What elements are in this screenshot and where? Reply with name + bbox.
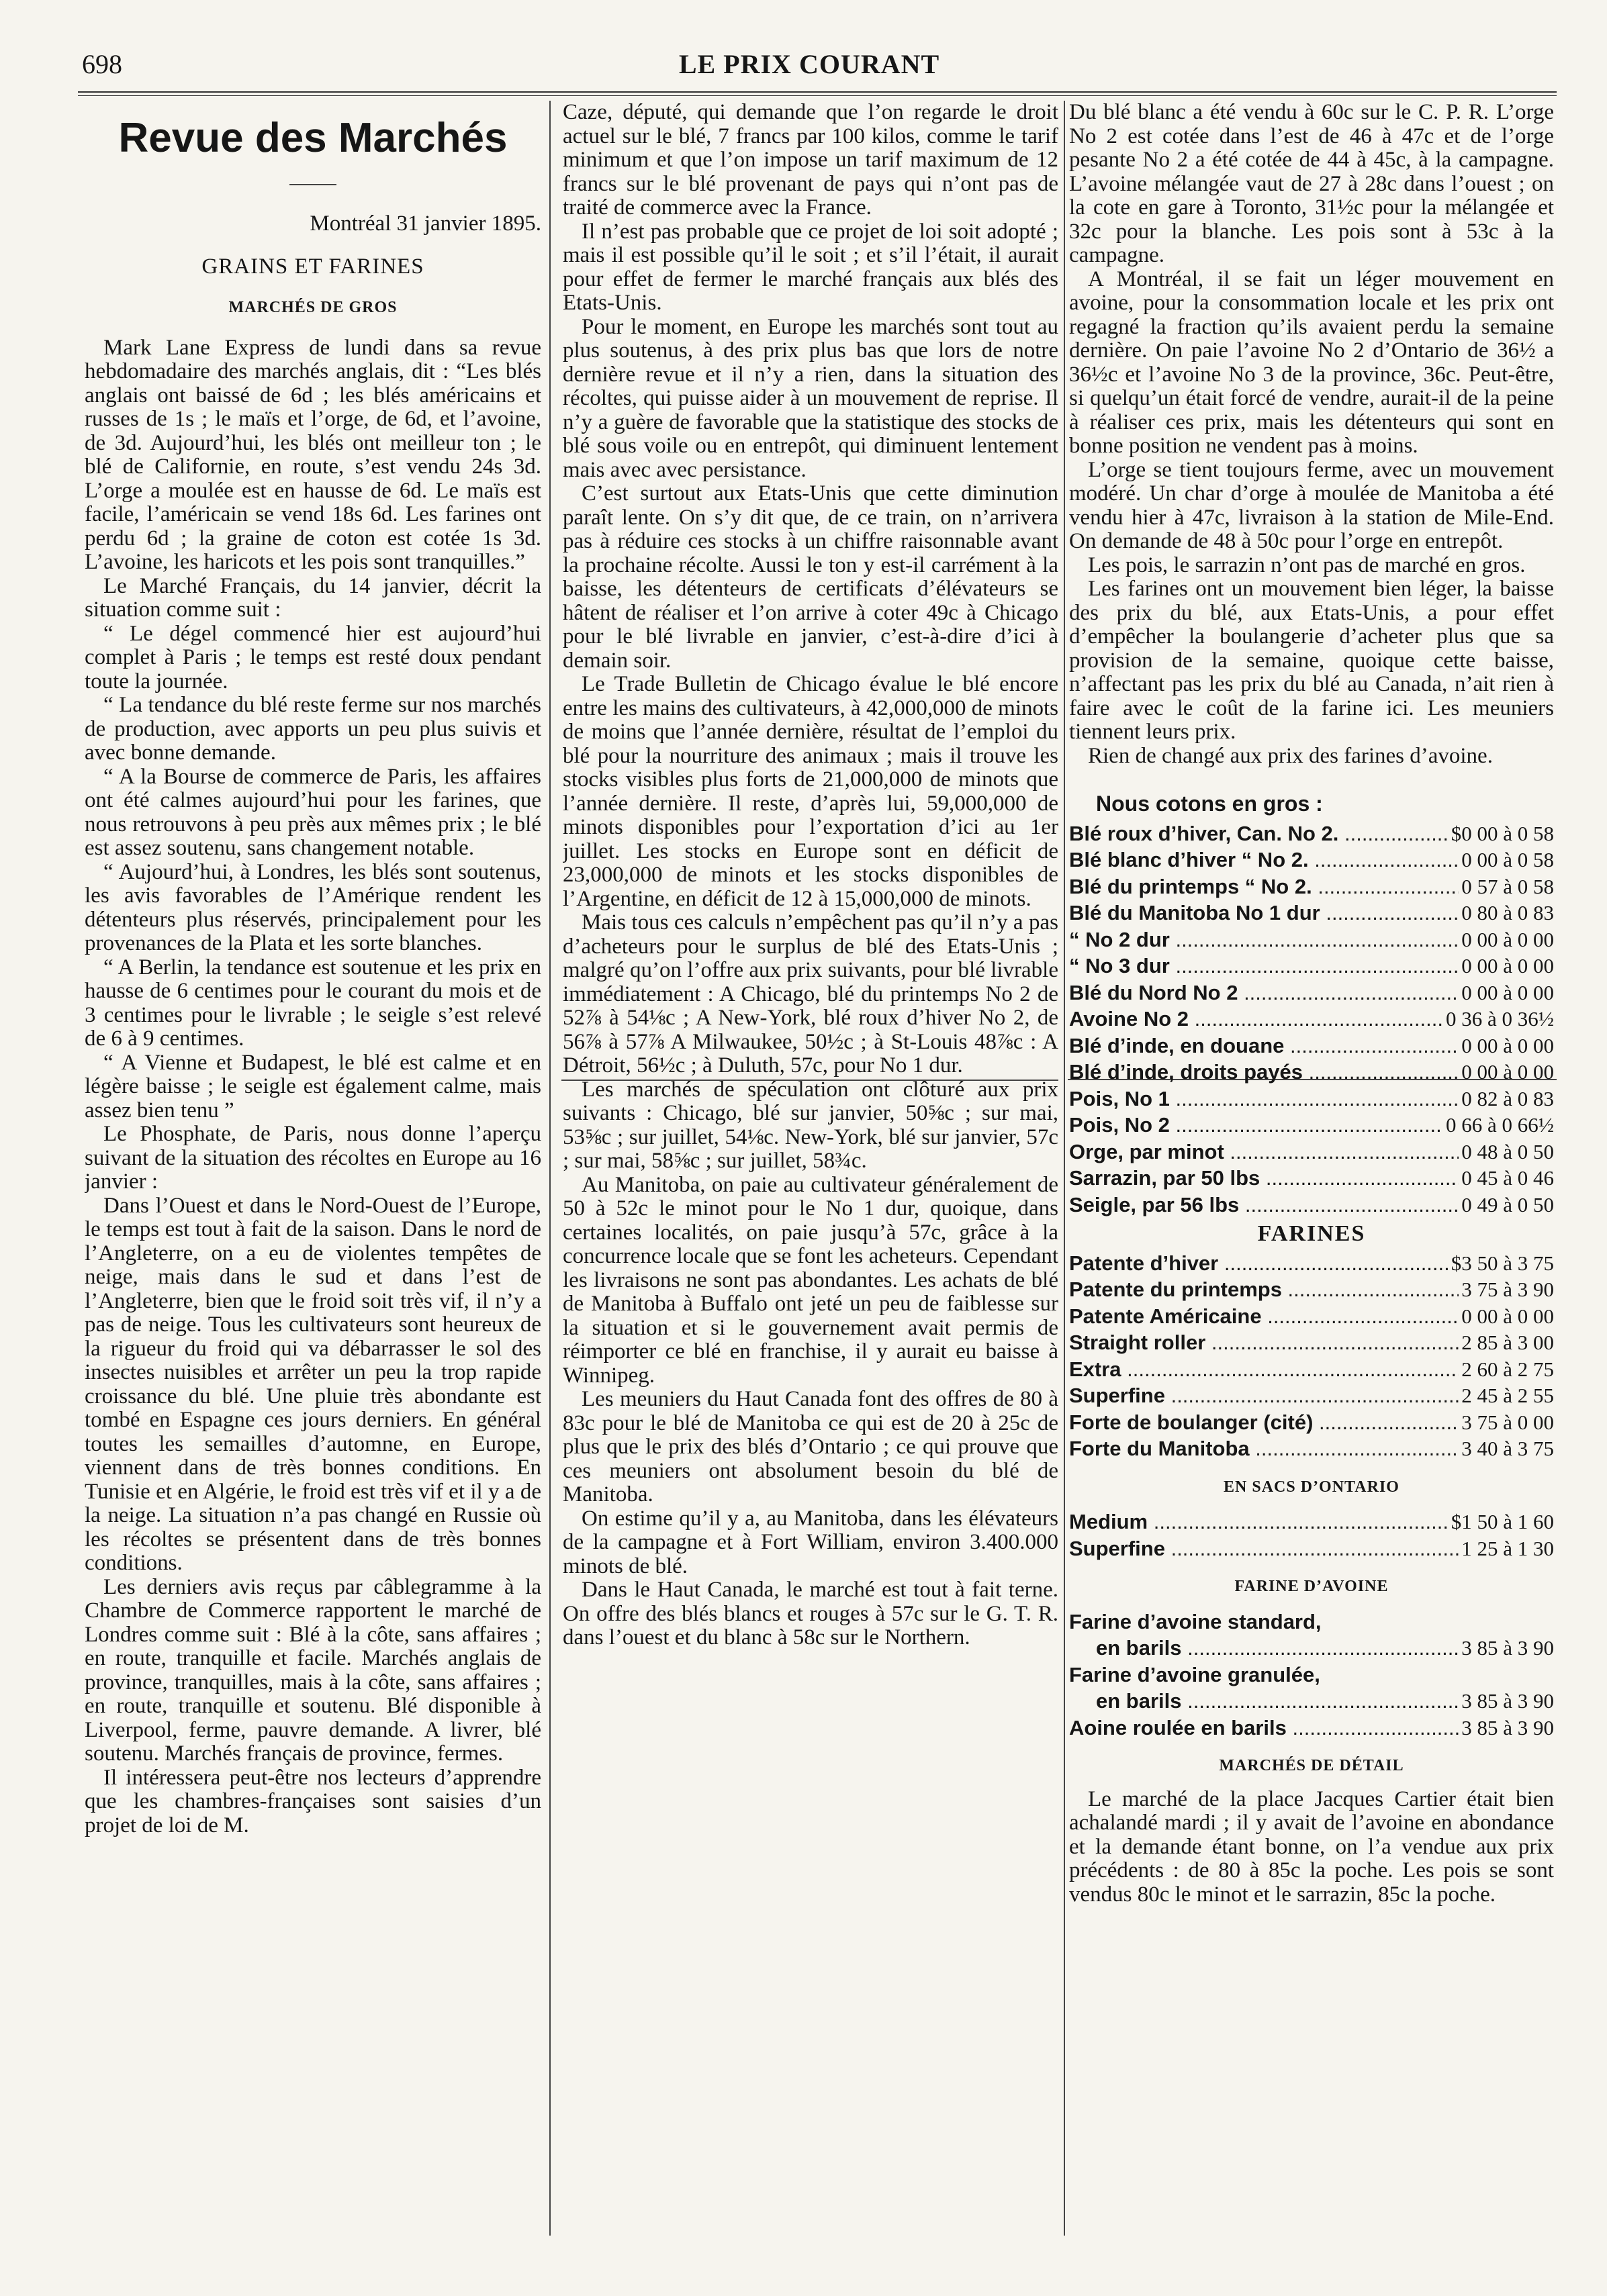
paragraph: Du blé blanc a été vendu à 60c sur le C. P. R. L’orge No 2 est cotée dans l’est de 46 à 47c et de l’orge pesante No 2 a été cotée de 44 à 45c, à la campagne. L’avoine mélangée vaut de 27 à 28c dans l’ouest ; on la cote en gare à Toronto, 31½c pour la mélangée et 32c pour la blanche. Les pois sont à 53c à la campagne. (1069, 101, 1554, 267)
price-row-value: 0 00 à 0 00 (1461, 1033, 1554, 1057)
price-row (1069, 820, 1554, 847)
column-2 (563, 101, 1058, 2236)
price-row (1069, 1303, 1554, 1330)
price-row-name: Pois, No 2 ..... (1069, 1112, 1443, 1139)
price-row-value: $1 50 à 1 60 (1451, 1510, 1554, 1533)
price-row-value: 0 57 à 0 58 (1461, 874, 1554, 898)
price-row (1069, 1435, 1554, 1462)
column-1 (85, 101, 541, 2236)
price-row-value: 0 66 à 0 66½ (1445, 1113, 1554, 1137)
grain-price-table (1069, 820, 1554, 1218)
price-row-value: 0 00 à 0 00 (1461, 927, 1554, 951)
price-row-value: 0 80 à 0 83 (1461, 901, 1554, 924)
paragraph: Les meuniers du Haut Canada font des offres de 80 à 83c pour le blé de Manitoba ce qui est de 20 à 25c de plus que le prix des blés d’Ontario ; ce qui prouve que ces meuniers ont absolument besoin du blé de Manitoba. (563, 1387, 1058, 1506)
price-row-name: Superfine ..... (1069, 1535, 1459, 1562)
paragraph: Pour le moment, en Europe les marchés sont tout au plus soutenus, à des prix plus bas que lors de notre dernière revue et il n’y a rien, dans la situation des récoltes, qui puisse aider à un mouvement de reprise. Il n’y a guère de favorable que la statistique des stocks de blé sous voile ou en entrepôt, qui diminuent lentement mais avec avec persistance. (563, 314, 1058, 482)
price-row-name: Straight roller ..... (1069, 1329, 1459, 1356)
price-row-value: 0 00 à 0 00 (1461, 980, 1554, 1004)
price-row-value: 3 85 à 3 90 (1461, 1689, 1554, 1713)
price-row-value: 3 40 à 3 75 (1461, 1437, 1554, 1460)
price-row-value: 0 49 à 0 50 (1461, 1192, 1554, 1216)
retail-heading: MARCHÉS DE DÉTAIL (1219, 1757, 1404, 1774)
paragraph: Dans le Haut Canada, le marché est tout à fait terne. On offre des blés blancs et rouges à 57c sur le G. T. R. dans l’ouest et du blanc à 58c sur le Northern. (563, 1578, 1058, 1649)
paragraph: “ A la Bourse de commerce de Paris, les affaires ont été calmes aujourd’hui pour les farines, que nous retrouvons à peu près aux mêmes prix ; le blé est assez soutenu, sans changement notable. (85, 764, 541, 860)
price-row (1069, 1356, 1554, 1383)
price-row (1069, 1329, 1554, 1356)
page-header (67, 48, 1551, 89)
bag-price-table (1069, 1509, 1554, 1562)
price-row-name: Seigle, par 56 lbs ..... (1069, 1192, 1459, 1218)
price-row-name: en barils ..... (1096, 1688, 1459, 1715)
price-row (1069, 1192, 1554, 1218)
price-row-name: Blé du Manitoba No 1 dur ..... (1069, 900, 1459, 926)
paragraph: Le marché de la place Jacques Cartier était bien achalandé mardi ; il y avait de l’avoine en abondance et la demande étant bonne, on l’a vendue aux prix précédents : de 80 à 85c la poche. Les pois se sont vendus 80c le minot et le sarrazin, 85c la poche. (1069, 1786, 1554, 1907)
price-row-name: en barils ..... (1096, 1635, 1459, 1662)
price-row (1069, 1059, 1554, 1086)
oat-flour-heading: FARINE D’AVOINE (1234, 1578, 1389, 1595)
oat-flour-table-2 (1069, 1688, 1554, 1741)
column-divider-2 (1064, 101, 1065, 2236)
price-row (1069, 900, 1554, 926)
paragraph: Le Marché Français, du 14 janvier, décrit la situation comme suit : (85, 573, 541, 622)
price-row-name: Blé d’inde, en douane ..... (1069, 1033, 1459, 1059)
price-row-name: Patente d’hiver ..... (1069, 1250, 1449, 1277)
paragraph: “ A Vienne et Budapest, le blé est calme et en légère baisse ; le seigle est également calme, mais assez bien tenu ” (85, 1050, 541, 1122)
price-row-value: 0 36 à 0 36½ (1445, 1007, 1554, 1031)
paragraph: “ La tendance du blé reste ferme sur nos marchés de production, avec apports un peu plus suivis et avec bonne demande. (85, 693, 541, 765)
price-row-value: 2 85 à 3 00 (1461, 1331, 1554, 1354)
price-row-value: 0 00 à 0 00 (1461, 954, 1554, 977)
running-title: LE PRIX COURANT (678, 49, 940, 79)
price-row (1069, 1276, 1554, 1303)
price-row (1069, 1033, 1554, 1059)
price-row-name: Blé du Nord No 2 ..... (1069, 979, 1459, 1006)
price-row-name: Blé d’inde, droits payés ..... (1069, 1059, 1459, 1086)
column-divider-1 (549, 101, 551, 2236)
price-row-name: Blé du printemps “ No 2. ..... (1069, 873, 1459, 900)
paragraph: A Montréal, il se fait un léger mouvement en avoine, pour la consommation locale et les prix ont regagné la fraction qu’ils avaient perdu la semaine dernière. On paie l’avoine No 2 d’Ontario de 36½ a 36½c et l’avoine No 3 de la province, 36c. Peut-être, si quelqu’un était forcé de vendre, aurait-il de la peine à réaliser ces prix, mais les détenteurs qui sont en bonne position ne vendent pas à moins. (1069, 267, 1554, 458)
price-row-value: $0 00 à 0 58 (1451, 821, 1554, 845)
paragraph: Dans l’Ouest et dans le Nord-Ouest de l’Europe, le temps est tout à fait de la saison. Dans le nord de l’Angleterre, on a eu de violentes tempêtes de neige, mais dans le sud et dans l’est de l’Angleterre, bien que le froid soit très vif, il n’y a pas de neige. Tous les cultivateurs sont heureux de la rigueur du froid qui va débarrasser le sol des insectes nuisibles et arrêter un peu la trop rapide croissance du blé. Une pluie très abondante est tombé en Espagne ces jours derniers. En général toutes les semailles d’automne, en Europe, viennent dans de très bonnes conditions. En Tunisie et en Algérie, le froid est très vif et il y a de la neige. La situation n’a pas changé en Russie où les récoltes se présentent dans de très bonnes conditions. (85, 1193, 541, 1575)
paragraph: C’est surtout aux Etats-Unis que cette diminution paraît lente. On s’y dit que, de ce train, on n’arrivera pas à réduire ces stocks à un chiffre raisonnable avant la prochaine récolte. Aussi le ton y est-il carrément à la baisse, les détenteurs de certificats d’élévateurs se hâtent de réaliser et l’on arrive à coter 49c à Chicago pour le blé livrable en janvier, c’est-à-dire d’ici à demain soir. (563, 481, 1058, 673)
article-title: Revue des Marchés (118, 115, 508, 161)
paragraph: Il intéressera peut-être nos lecteurs d’apprendre que les chambres-françaises sont saisies d’un projet de loi de M. (85, 1765, 541, 1837)
price-row (1069, 1112, 1554, 1139)
paragraph: Les farines ont un mouvement bien léger, la baisse des prix du blé, aux Etats-Unis, a pour effet d’empêcher la boulangerie d’acheter plus que sa provision de la semaine, quoique cette baisse, n’affectant pas les prix du blé au Canada, n’ait rien à faire avec le coût de la farine ici. Les meuniers tiennent leurs prix. (1069, 577, 1554, 744)
title-rule (289, 184, 336, 185)
paragraph: “ Le dégel commencé hier est aujourd’hui complet à Paris ; le temps est resté doux pendant toute la journée. (85, 621, 541, 693)
price-row-name: Patente du printemps ..... (1069, 1276, 1459, 1303)
paragraph: Les marchés de spéculation ont clôturé aux prix suivants : Chicago, blé sur janvier, 50⅝c ; sur mai, 53⅝c ; sur juillet, 54⅛c. New-York, blé sur janvier, 57c ; sur mai, 58⅝c ; sur juillet, 58¾c. (563, 1077, 1058, 1173)
paragraph: Le Phosphate, de Paris, nous donne l’aperçu suivant de la situation des récoltes en Europe au 16 janvier : (85, 1122, 541, 1194)
price-table-label: Nous cotons en gros : (1096, 792, 1323, 816)
price-row (1069, 1165, 1554, 1192)
paragraph: L’orge se tient toujours ferme, avec un mouvement modéré. Un char d’orge à moulée de Manitoba a été vendu hier à 47c, livraison à la station de Mile-End. On demande de 48 à 50c pour l’orge en entrepôt. (1069, 457, 1554, 553)
price-row-value: 3 85 à 3 90 (1461, 1636, 1554, 1660)
price-row (1069, 1688, 1554, 1715)
farines-heading: FARINES (1257, 1221, 1366, 1246)
price-row (1069, 1086, 1554, 1112)
price-row-value: 0 48 à 0 50 (1461, 1139, 1554, 1163)
price-row-value: $3 50 à 3 75 (1451, 1251, 1554, 1275)
price-row (1069, 1635, 1554, 1662)
price-row (1069, 979, 1554, 1006)
price-row-value: 3 85 à 3 90 (1461, 1715, 1554, 1739)
price-row (1069, 873, 1554, 900)
price-row-name: Orge, par minot ..... (1069, 1139, 1459, 1165)
price-row-name: Aoine roulée en barils ..... (1069, 1715, 1459, 1741)
price-row-name: Blé blanc d’hiver “ No 2. ..... (1069, 847, 1459, 873)
price-row-value: 0 82 à 0 83 (1461, 1086, 1554, 1110)
subsection-heading: MARCHÉS DE GROS (228, 299, 398, 316)
price-row-name: “ No 3 dur ..... (1069, 953, 1459, 979)
price-row-name: Pois, No 1 ..... (1069, 1086, 1459, 1112)
price-row-name: Patente Américaine ..... (1069, 1303, 1459, 1330)
price-row-name: Extra ..... (1069, 1356, 1459, 1383)
header-rule (78, 91, 1557, 93)
price-row-name: Sarrazin, par 50 lbs ..... (1069, 1165, 1459, 1192)
page-number: 698 (82, 49, 122, 79)
price-row-name: Forte du Manitoba ..... (1069, 1435, 1459, 1462)
price-row-value: 3 75 à 3 90 (1461, 1278, 1554, 1301)
paragraph: Les pois, le sarrazin n’ont pas de marché en gros. (1088, 553, 1526, 577)
price-row-value: 0 00 à 0 00 (1461, 1060, 1554, 1084)
paragraph: “ A Berlin, la tendance est soutenue et les prix en hausse de 6 centimes pour le courant du mois et de 3 centimes pour le livrable ; le seigle s’est relevé de 6 à 9 centimes. (85, 955, 541, 1051)
flour-price-table (1069, 1250, 1554, 1462)
price-row-value: 0 45 à 0 46 (1461, 1166, 1554, 1190)
section-heading: GRAINS ET FARINES (201, 254, 424, 279)
column-3 (1069, 101, 1554, 2236)
sacs-heading: EN SACS D’ONTARIO (1224, 1478, 1399, 1496)
dateline: Montréal 31 janvier 1895. (310, 211, 541, 236)
paragraph: On estime qu’il y a, au Manitoba, dans les élévateurs de la campagne et à Fort William, environ 3.400.000 minots de blé. (563, 1506, 1058, 1578)
price-row-name: “ No 2 dur ..... (1069, 926, 1459, 953)
oat-flour-line: Farine d’avoine granulée, (1069, 1662, 1320, 1686)
price-row (1069, 1382, 1554, 1409)
price-row (1069, 1535, 1554, 1562)
price-row (1069, 1715, 1554, 1741)
price-row-name: Avoine No 2 ..... (1069, 1006, 1443, 1033)
paragraph: Mais tous ces calculs n’empêchent pas qu’il n’y a pas d’acheteurs pour le surplus de blé des Etats-Unis ; malgré qu’on l’offre aux prix suivants, pour blé livrable immédiatement : A Chicago, blé du printemps No 2 de 52⅞ à 54⅛c ; A New-York, blé roux d’hiver No 2, de 56⅞ à 57⅞ A Milwaukee, 50½c ; à St-Louis 48⅞c : A Détroit, 56½c ; à Duluth, 57c, pour No 1 dur. (563, 910, 1058, 1078)
header-rule-thin (78, 95, 1557, 96)
paragraph: Il n’est pas probable que ce projet de loi soit adopté ; mais il est possible qu’il le soit ; et s’il l’était, il aurait pour effet de fermer le marché français aux blés des Etats-Unis. (563, 219, 1058, 315)
paragraph: Le Trade Bulletin de Chicago évalue le blé encore entre les mains des cultivateurs, à 42,000,000 de minots de moins que l’année dernière, résultat de l’emploi du blé pour la nourriture des animaux ; mais il trouve les stocks visibles plus forts de 21,000,000 de minots que l’année dernière. Il reste, d’après lui, 59,000,000 de minots disponibles pour l’exportation d’ici au 1er juillet. Les stocks en Europe sont en déficit de 23,000,000 de minots et les stocks disponibles de l’Argentine, en déficit de 12 à 15,000,000 de minots. (563, 672, 1058, 911)
price-row-name: Medium ..... (1069, 1509, 1449, 1535)
price-row (1069, 1250, 1554, 1277)
price-row-value: 3 75 à 0 00 (1461, 1410, 1554, 1434)
paragraph: “ Aujourd’hui, à Londres, les blés sont soutenus, les avis favorables de l’Amérique rendent les détenteurs plus réservés, principalement pour les provenances de la Plata et les sorte blanches. (85, 859, 541, 955)
price-row (1069, 847, 1554, 873)
oat-flour-line: Farine d’avoine standard, (1069, 1609, 1322, 1633)
price-row-value: 1 25 à 1 30 (1461, 1536, 1554, 1560)
paragraph: Au Manitoba, on paie au cultivateur généralement de 50 à 52c le minot pour le No 1 dur, quoique, dans certaines localités, on paie jusqu’à 57c, grâce à la concurrence locale que se font les acheteurs. Cependant les livraisons ne sont pas abondantes. Les achats de blé de Manitoba à Buffalo ont jeté un peu de faiblesse sur la situation et si le gouvernement avait permis de réimporter ce blé en franchise, il y aurait eu baisse à Winnipeg. (563, 1172, 1058, 1388)
price-row (1069, 1409, 1554, 1436)
price-row (1069, 1006, 1554, 1033)
price-row-name: Blé roux d’hiver, Can. No 2. ..... (1069, 820, 1449, 847)
price-row-value: 2 45 à 2 55 (1461, 1384, 1554, 1407)
price-row-name: Forte de boulanger (cité) ..... (1069, 1409, 1459, 1436)
price-row-value: 0 00 à 0 58 (1461, 848, 1554, 871)
price-row (1069, 1509, 1554, 1535)
price-row (1069, 1139, 1554, 1165)
price-row-value: 2 60 à 2 75 (1461, 1357, 1554, 1381)
paragraph: Mark Lane Express de lundi dans sa revue hebdomadaire des marchés anglais, dit : “Les blés anglais ont baissé de 6d ; les blés américains et russes de 1s ; le maïs et l’orge, de 6d, et l’avoine, de 3d. Aujourd’hui, les blés ont meilleur ton ; le blé de Californie, en route, s’est vendu 24s 3d. L’orge a moulée est en hausse de 6d. Le maïs est facile, l’américain se vend 18s 6d. Les farines ont perdu 6d ; la graine de coton est cotée 1s 3d. L’avoine, les haricots et les pois sont tranquilles.” (85, 335, 541, 574)
price-row-value: 0 00 à 0 00 (1461, 1304, 1554, 1328)
paragraph: Les derniers avis reçus par câblegramme à la Chambre de Commerce rapportent le marché de Londres comme suit : Blé à la côte, sans affaires ; en route, tranquille et facile. Marchés anglais de province, tranquilles, mais à la côte, sans affaires ; en route, tranquille et soutenu. Blé disponible à Liverpool, ferme, pauvre demande. A livrer, blé soutenu. Marchés français de province, fermes. (85, 1574, 541, 1766)
price-row-name: Superfine ..... (1069, 1382, 1459, 1409)
price-row (1069, 953, 1554, 979)
oat-flour-table (1069, 1635, 1554, 1662)
paragraph: Rien de changé aux prix des farines d’avoine. (1088, 743, 1493, 768)
price-row (1069, 926, 1554, 953)
paragraph: Caze, député, qui demande que l’on regarde le droit actuel sur le blé, 7 francs par 100 kilos, comme le tarif minimum et que l’on impose un tarif maximum de 12 francs sur le blé provenant de pays qui n’ont pas de traité de commerce avec la France. (563, 101, 1058, 220)
